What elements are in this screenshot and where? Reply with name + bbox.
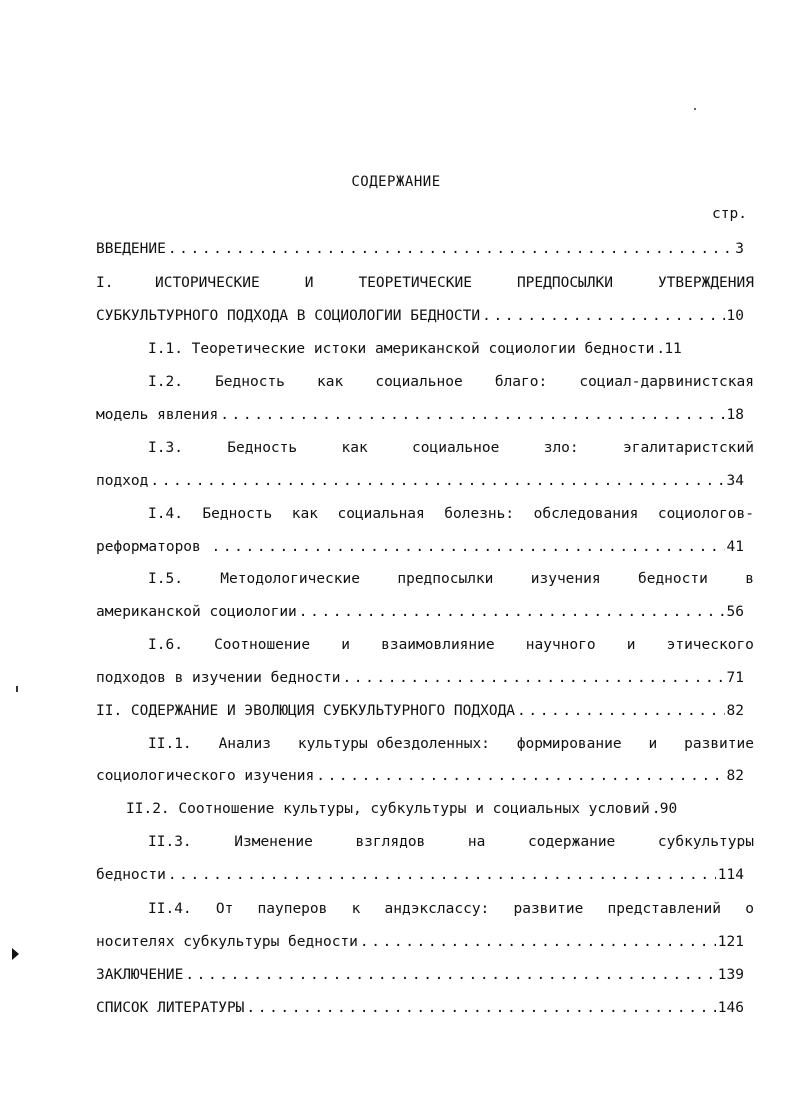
toc-entry-s2-4-line2[interactable] [96,931,744,953]
word: Бедность [215,374,285,390]
toc-entry-s2-3-line2[interactable] [96,864,744,886]
leader-dots [299,601,725,623]
toc-entry-title: американской социологии [96,604,297,620]
leader-dots [185,964,715,986]
toc-entry-ch1-line1[interactable] [96,272,754,294]
toc-entry-title: модель явления [96,407,219,423]
word: предпосылки [397,571,494,587]
chapter-number: I. [96,275,114,291]
toc-entry-intro[interactable] [96,238,744,260]
word: Бедность [202,506,273,522]
scan-arrow-mark [12,948,19,960]
toc-page-number: 18 [726,407,744,423]
word: и [341,637,350,653]
toc-entry-s1-1[interactable] [148,338,768,360]
toc-entry-s1-6-line1[interactable] [148,634,754,656]
toc-entry-title: подходов в изучении бедности [96,670,341,686]
word: развитие [684,736,754,752]
word: ТЕОРЕТИЧЕСКИЕ [358,275,472,291]
word: УТВЕРЖДЕНИЯ [657,275,754,291]
toc-entry-references[interactable] [96,997,744,1019]
toc-entry-s1-4-line1[interactable] [148,503,754,525]
leader-dots [342,667,724,689]
toc-entry-ch1-line2[interactable] [96,305,744,327]
section-number: II.1. [148,736,192,752]
toc-entry-title: подход [96,473,149,489]
word: научного [525,637,596,653]
toc-entry-title: СПИСОК ЛИТЕРАТУРЫ [96,1000,245,1016]
toc-page-number: 139 [717,967,744,983]
toc-entry-s1-2-line2[interactable] [96,404,744,426]
toc-entry-s1-6-line2[interactable] [96,667,744,689]
word: От [215,901,234,917]
toc-entry-title: ЗАКЛЮЧЕНИЕ [96,967,184,983]
word: пауперов [257,901,328,917]
word: в [745,571,754,587]
leader-dots [482,305,724,327]
toc-entry-title: реформаторов [96,539,210,555]
toc-entry-title: СУБКУЛЬТУРНОГО ПОДХОДА В СОЦИОЛОГИИ БЕДНОСТИ [96,308,481,324]
toc-entry-title: II. СОДЕРЖАНИЕ И ЭВОЛЮЦИЯ СУБКУЛЬТУРНОГО ПОДХОДА [96,703,516,719]
word: взглядов [355,834,426,850]
section-number: I.2. [148,374,183,390]
toc-page-number: 41 [726,539,744,555]
page-title: СОДЕРЖАНИЕ [351,174,441,190]
word: социал-дарвинистская [579,374,754,390]
toc-entry-s1-5-line2[interactable] [96,601,744,623]
word: Соотношение [214,637,311,653]
word: андэкслассу: [384,901,490,917]
leader-dots [360,931,716,953]
word: и [648,736,658,752]
toc-entry-s2-2[interactable] [126,798,752,820]
toc-entry-s2-3-line1[interactable] [148,831,754,853]
scan-speck [16,686,18,692]
word: как [317,374,344,390]
word: изучения [530,571,601,587]
leader-dots [316,765,724,787]
word: бедности [637,571,708,587]
leader-dots [220,404,724,426]
toc-page-number: 71 [726,670,744,686]
toc-entry-s2-4-line1[interactable] [148,898,754,920]
toc-entry-s1-5-line1[interactable] [148,568,754,590]
word: этического [666,637,754,653]
word: на [467,834,486,850]
toc-entry-s1-3-line2[interactable] [96,470,744,492]
toc-entry-s1-2-line1[interactable] [148,371,754,393]
section-number: I.4. [148,506,183,522]
toc-entry-ch2[interactable] [96,700,744,722]
leader-dots [652,798,658,820]
word: обследования [533,506,639,522]
word: Методологические [220,571,360,587]
toc-page-number: 11 [664,341,682,357]
toc-entry-s2-1-line2[interactable] [96,765,744,787]
word: болезнь: [444,506,515,522]
toc-entry-title: социологического изучения [96,768,315,784]
word: как [341,440,368,456]
toc-entry-title: ВВЕДЕНИЕ [96,241,166,257]
toc-page-number: 34 [726,473,744,489]
section-number: I.5. [148,571,183,587]
word: Изменение [234,834,313,850]
toc-entry-s1-3-line1[interactable] [148,437,754,459]
word: Бедность [227,440,298,456]
toc-entry-title: I.1. Теоретические истоки американской социологии бедности [148,341,655,357]
word: формирование [516,736,622,752]
word: ПРЕДПОСЫЛКИ [516,275,613,291]
word: социальная [337,506,425,522]
toc-page-number: 114 [717,867,744,883]
word: представлений [607,901,722,917]
toc-page-number: 146 [717,1000,744,1016]
word: развитие [513,901,584,917]
word: культуры обездоленных: [297,736,490,752]
toc-page-number: 56 [726,604,744,620]
leader-dots [246,997,715,1019]
section-number: II.4. [148,901,192,917]
toc-entry-title: бедности [96,867,166,883]
leader-dots [168,238,733,260]
word: благо: [494,374,548,390]
word: социальное [375,374,463,390]
toc-page-number: 10 [726,308,744,324]
word: о [745,901,754,917]
word: и [626,637,636,653]
leader-dots [212,536,725,558]
leader-dots [656,338,662,360]
word: И [304,275,314,291]
word: к [351,901,361,917]
leader-dots [517,700,725,722]
toc-entry-title: II.2. Соотношение культуры, субкультуры и социальных условий [126,801,650,817]
word: субкультуры [657,834,754,850]
scan-speck [694,108,696,110]
toc-entry-title: носителях субкультуры бедности [96,934,358,950]
toc-page-number: 82 [726,703,744,719]
word: Анализ [218,736,271,752]
toc-page-number: 90 [659,801,678,817]
section-number: I.6. [148,637,183,653]
word: социологов- [657,506,754,522]
toc-entry-s1-4-line2[interactable] [96,536,744,558]
leader-dots [150,470,724,492]
toc-page-number: 121 [717,934,744,950]
toc-entry-s2-1-line1[interactable] [148,733,754,755]
section-number: II.3. [148,834,192,850]
section-number: I.3. [148,440,183,456]
leader-dots [168,864,716,886]
word: как [291,506,318,522]
toc-entry-conclusion[interactable] [96,964,744,986]
toc-page-number: 3 [735,241,744,257]
word: содержание [527,834,616,850]
page-column-label: стр. [712,206,747,222]
word: зло: [543,440,579,456]
word: взаимовлияние [381,637,495,653]
word: эгалитаристский [623,440,754,456]
word: социальное [412,440,500,456]
word: ИСТОРИЧЕСКИЕ [154,275,260,291]
toc-page-number: 82 [726,768,744,784]
